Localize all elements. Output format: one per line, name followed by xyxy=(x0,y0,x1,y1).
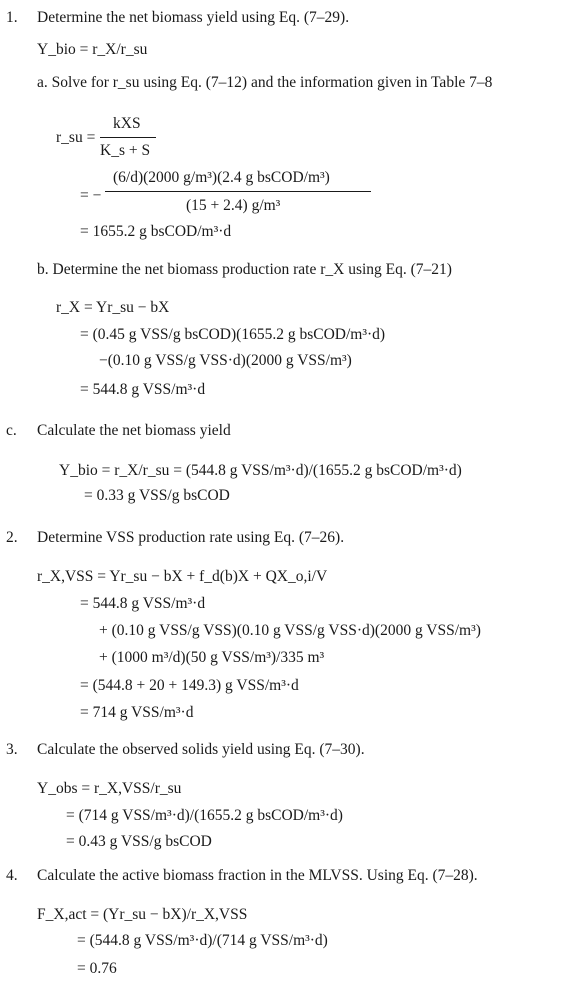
substep-b xyxy=(37,260,452,280)
substep-label: a. xyxy=(37,74,48,91)
equation-text: Y_bio = r_X/r_su xyxy=(37,41,148,58)
substep-text: Solve for r_su using Eq. (7–12) and the information given in Table 7–8 xyxy=(51,74,493,91)
step-3-number: 3. xyxy=(6,741,18,758)
substep-c-text: Calculate the net biomass yield xyxy=(37,422,231,439)
substep-a xyxy=(37,73,492,93)
rsu-denominator: K_s + S xyxy=(100,142,151,159)
rsu-result: = 1655.2 g bsCOD/m³·d xyxy=(80,223,232,240)
substep-text: Determine the net biomass production rate r_X using Eq. (7–21) xyxy=(52,261,452,278)
vss-line-6: = 714 g VSS/m³·d xyxy=(80,704,194,721)
equation-ybio-definition xyxy=(37,40,147,60)
fraction-bar xyxy=(105,191,371,192)
vss-line-5: = (544.8 + 20 + 149.3) g VSS/m³·d xyxy=(80,677,299,694)
vss-line-4: + (1000 m³/d)(50 g VSS/m³)/335 m³ xyxy=(99,649,325,666)
vss-line-3: + (0.10 g VSS/g VSS)(0.10 g VSS/g VSS·d)(2000 g VSS/m³) xyxy=(99,622,481,639)
step-4-number: 4. xyxy=(6,867,18,884)
rx-line-3: −(0.10 g VSS/g VSS·d)(2000 g VSS/m³) xyxy=(99,352,352,369)
step-2-number: 2. xyxy=(6,529,18,546)
obs-line-1: Y_obs = r_X,VSS/r_su xyxy=(37,780,182,797)
rsu-lhs: r_su = xyxy=(56,129,96,146)
step-4-text: Calculate the active biomass fraction in the MLVSS. Using Eq. (7–28). xyxy=(37,867,478,884)
obs-line-2: = (714 g VSS/m³·d)/(1655.2 g bsCOD/m³·d) xyxy=(66,807,343,824)
vss-line-2: = 544.8 g VSS/m³·d xyxy=(80,595,206,612)
step-3-text: Calculate the observed solids yield using Eq. (7–30). xyxy=(37,741,365,758)
vss-line-1: r_X,VSS = Yr_su − bX + f_d(b)X + QX_o,i/V xyxy=(37,568,328,585)
step-number: 1. xyxy=(6,9,18,26)
step-1-text: Determine the net biomass yield using Eq. (7–29). xyxy=(37,9,350,26)
rsu-numerator: kXS xyxy=(113,115,141,132)
rsu-numerator-values: (6/d)(2000 g/m³)(2.4 g bsCOD/m³) xyxy=(113,169,330,186)
fx-line-3: = 0.76 xyxy=(77,960,117,977)
ybio-line-1: Y_bio = r_X/r_su = (544.8 g VSS/m³·d)/(1655.2 g bsCOD/m³·d) xyxy=(59,462,462,479)
rsu-denominator-values: (15 + 2.4) g/m³ xyxy=(186,197,281,214)
rx-line-4: = 544.8 g VSS/m³·d xyxy=(80,381,206,398)
rx-line-2: = (0.45 g VSS/g bsCOD)(1655.2 g bsCOD/m³·d) xyxy=(80,326,386,343)
step-2-text: Determine VSS production rate using Eq. (7–26). xyxy=(37,529,345,546)
fx-line-2: = (544.8 g VSS/m³·d)/(714 g VSS/m³·d) xyxy=(77,932,328,949)
fx-line-1: F_X,act = (Yr_su − bX)/r_X,VSS xyxy=(37,906,248,923)
ybio-line-2: = 0.33 g VSS/g bsCOD xyxy=(84,487,230,504)
obs-line-3: = 0.43 g VSS/g bsCOD xyxy=(66,833,212,850)
equals-minus: = − xyxy=(80,187,102,204)
fraction-bar xyxy=(100,137,156,138)
substep-c xyxy=(6,421,17,441)
step-1 xyxy=(6,8,18,28)
rx-line-1: r_X = Yr_su − bX xyxy=(56,299,170,316)
substep-label: b. xyxy=(37,261,49,278)
substep-label: c. xyxy=(6,422,17,439)
